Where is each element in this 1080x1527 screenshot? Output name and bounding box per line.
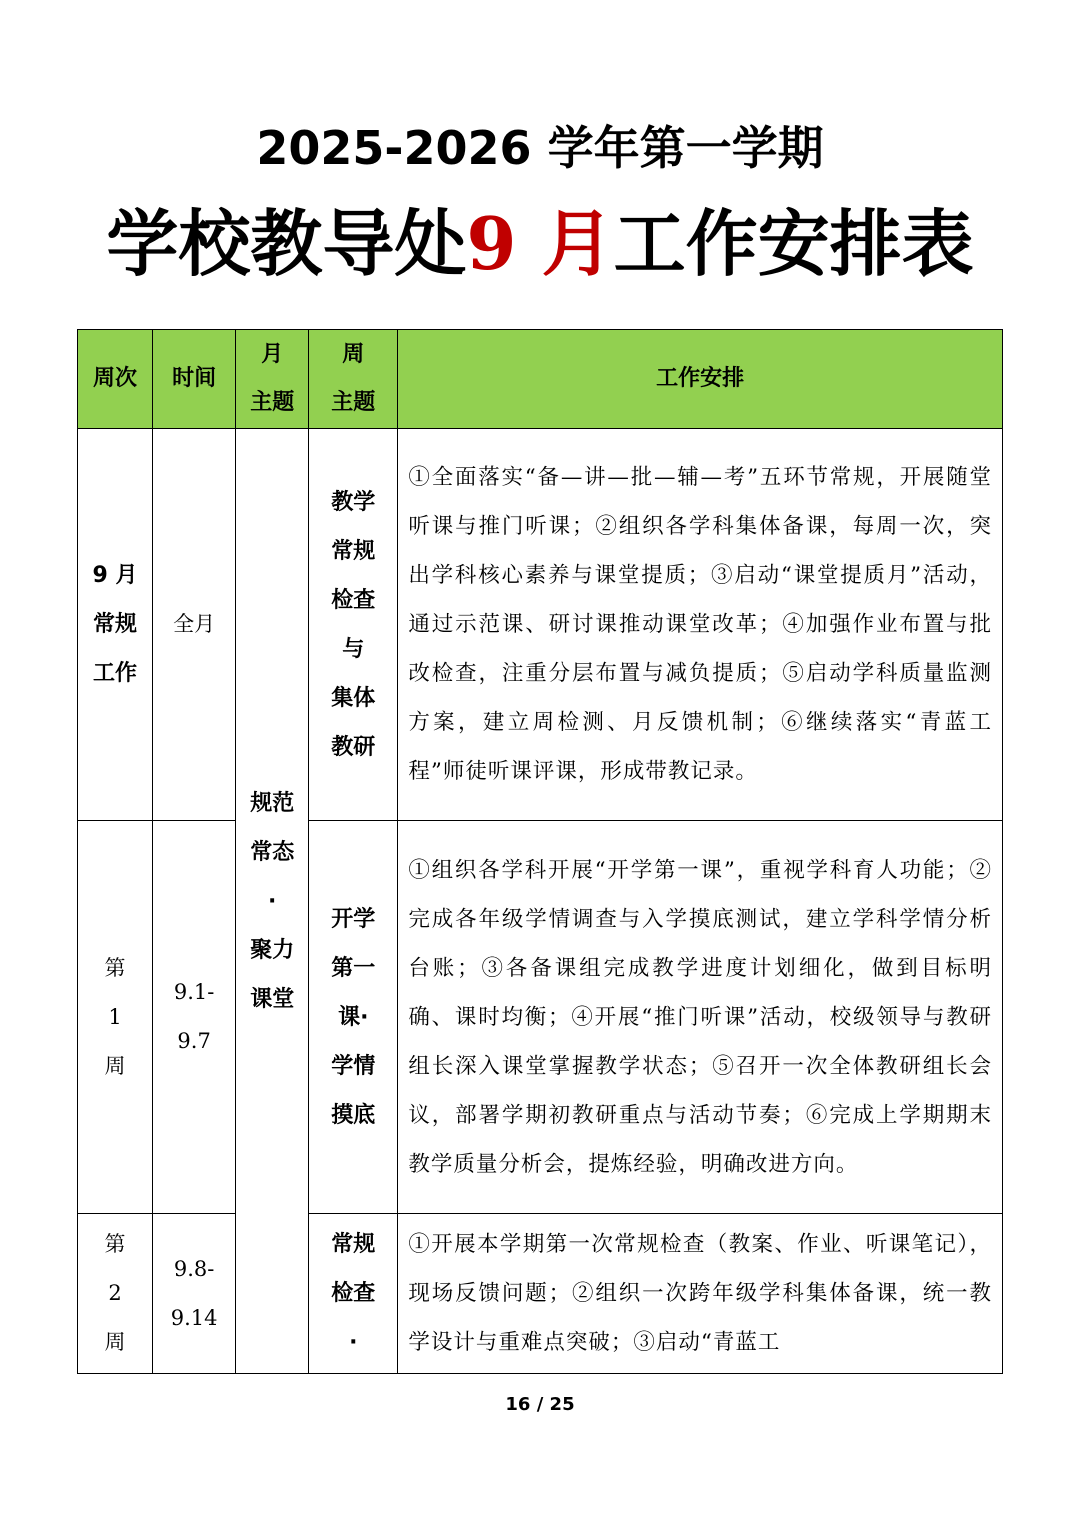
month-theme-cell: 规范 常态 · 聚力 课堂 (236, 429, 309, 1374)
row-work-content: ①组织各学科开展“开学第一课”，重视学科育人功能；②完成各年级学情调查与入学摸底测试，建立学科学情分析台账；③各备课组完成教学进度计划细化，做到目标明确、课时均衡；④开展“推门听课”活动，校级领导与教研组长深入课堂掌握教学状态；⑤召开一次全体教研组长会议，部署学期初教研重点与活动节奏；⑥完成上学期期末教学质量分析会，提炼经验，明确改进方向。 (398, 821, 1003, 1214)
table-row (78, 1214, 1003, 1374)
header-week: 周次 (78, 330, 153, 429)
row-week-theme: 开学 第一 课· 学情 摸底 (309, 821, 398, 1214)
table-row (78, 429, 1003, 821)
document-title (0, 196, 1080, 292)
header-month-theme: 月 主题 (236, 330, 309, 429)
title-suffix: 工作安排表 (613, 201, 974, 286)
header-time: 时间 (153, 330, 236, 429)
row-week-label: 第 2 周 (78, 1214, 153, 1374)
row-work-content: ①开展本学期第一次常规检查（教案、作业、听课笔记），现场反馈问题；②组织一次跨年级学科集体备课，统一教学设计与重难点突破；③启动“青蓝工 (398, 1214, 1003, 1374)
row-week-theme: 教学 常规 检查 与 集体 教研 (309, 429, 398, 821)
row-time: 9.1- 9.7 (153, 821, 236, 1214)
schedule-table (77, 329, 1003, 1374)
table-header-row (78, 330, 1003, 429)
row-time: 9.8- 9.14 (153, 1214, 236, 1374)
row-time: 全月 (153, 429, 236, 821)
header-work: 工作安排 (398, 330, 1003, 429)
page-number: 16 / 25 (505, 1394, 575, 1415)
title-month: 9 月 (466, 201, 614, 286)
row-week-label: 9 月 常规 工作 (78, 429, 153, 821)
document-subtitle: 2025-2026 学年第一学期 (256, 121, 824, 175)
row-work-content: ①全面落实“备—讲—批—辅—考”五环节常规，开展随堂听课与推门听课；②组织各学科集体备课，每周一次，突出学科核心素养与课堂提质；③启动“课堂提质月”活动，通过示范课、研讨课推动课堂改革；④加强作业布置与批改检查，注重分层布置与减负提质；⑤启动学科质量监测方案，建立周检测、月反馈机制；⑥继续落实“青蓝工程”师徒听课评课，形成带教记录。 (398, 429, 1003, 821)
row-week-theme: 常规 检查 · (309, 1214, 398, 1374)
header-week-theme: 周 主题 (309, 330, 398, 429)
table-row (78, 821, 1003, 1214)
title-prefix: 学校教导处 (106, 201, 467, 286)
row-week-label: 第 1 周 (78, 821, 153, 1214)
